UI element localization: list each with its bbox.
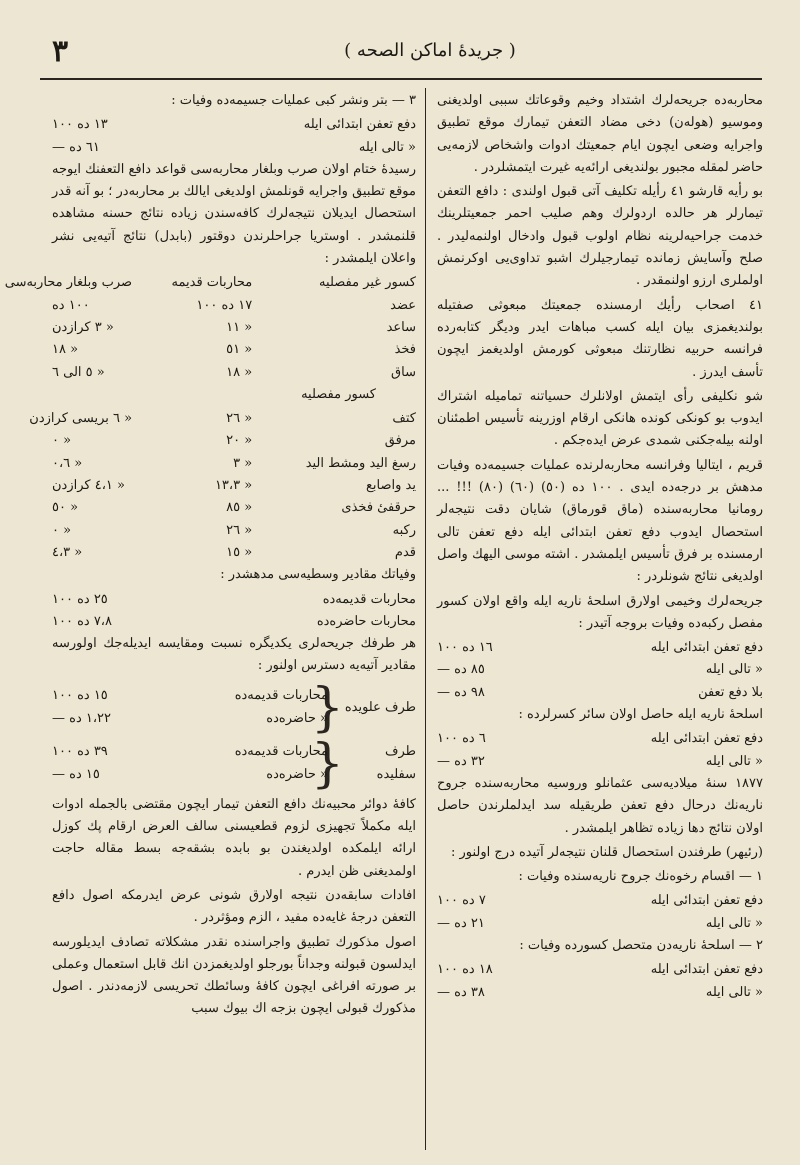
table-cell: « ١٨ [226, 364, 253, 380]
paragraph: (رئیهر) طرفندن استحصال قلنان نتیجه‌لر آتیده درج اولنور : [450, 844, 763, 860]
table-cell: « ٢٦ [226, 411, 253, 427]
table-cell: « ٥٠ [52, 500, 79, 516]
paragraph: اصول مذکورك تطبیق واجراسنده نقدر مشکلاته تصادف ایدیلورسه ایدلسون قبولنه وجداناً بورجلو اولدیغمزدن انك قابل استعمال وعملی بر صورته افراغی ایچون کافهٔ وسائطك تحریسی لازمه‌دندر . اصول مذکورك قبولی ایچون بزجه اك بیوك سبب [52, 934, 416, 1017]
table-cell: « ٢٠ [226, 433, 253, 449]
table-cell: « ٠ [52, 433, 72, 449]
table-cell: فخذ [394, 342, 416, 358]
stat-row: « تالی ایله ٣٨ ده — [437, 984, 763, 1000]
table-cell: « ١٣،٣ [214, 478, 253, 494]
table-row [52, 520, 416, 542]
table-cell: « ٥ الی ٦ [52, 364, 105, 380]
paragraph: کافهٔ دوائر محبیه‌نك دافع التعفن تیمار ایچون مقتضی بالجمله ادوات ایله مکملاً تجهیزی لزوم قطعیسنی سالف العرض ارقام پك کوزل ارائه ایلمکده اولدیغندن بو بابده بشقه‌جه بسط مقاله حاجت اولمدیغنی ظن ایدرم . [52, 796, 416, 879]
journal-title: ( جریدهٔ اماکن الصحه ) [344, 40, 516, 61]
stat-row: « تالی ایله ٦١ ده — [52, 139, 416, 155]
stat-row: دفع تعفن ابتدائی ایله ١٦ ده ١٠٠ [437, 640, 763, 656]
brace-glyph: { [310, 677, 344, 738]
stat-row: « حاضره‌ده ١،٢٢ ده — [52, 710, 328, 726]
stat-row: دفع تعفن ابتدائی ایله ٧ ده ١٠٠ [437, 893, 763, 909]
stat-row: « تالی ایله ٢١ ده — [437, 915, 763, 931]
table-cell: « ٦ بریسی کرازدن [29, 411, 133, 427]
header-rule [40, 78, 762, 80]
table-cell: « ١١ [226, 319, 253, 335]
list-heading: ٢ — اسلحهٔ ناریه‌دن متحصل کسورده وفیات : [519, 937, 763, 953]
table-row [52, 317, 416, 339]
table-cell: مرفق [384, 433, 416, 449]
paragraph: بو رأیه قارشو ٤١ رأیله تکلیف آتی قبول اولندی : دافع التعفن تیمارلر هر حالده اردولرك وهم صلیب احمر جمعیتلرینك خدمت جراحیه‌لرینه نظام اولوب قبول وادخال اولنمه‌لیدر . صلح وآسایش زمانده تیمارجیلرك اشبو تداوی‌یی اوكرنمش اولملری ارزو اولنمقدر . [437, 184, 763, 289]
stat-row: محاربات قدیمه‌ده ٢٥ ده ١٠٠ [52, 591, 416, 607]
table-cell: عضد [390, 297, 416, 313]
brace-group: طرف علویده { محاربات قدیمه‌ده ١٥ ده ١٠٠ « حاضره‌ده ١،٢٢ ده — [52, 677, 416, 738]
page-number: ۳ [52, 34, 69, 69]
paragraph: ١٨٧٧ سنهٔ میلادیه‌سی عثمانلو وروسیه محاربه‌سنده جروح ناریه‌نك درحال دفع تعفن طریقیله سد ایدلملرندن حاصل اولان نتائج دها زیاده تظاهر ایلمشدر . [437, 775, 763, 836]
stat-row: محاربات حاضره‌ده ٧،٨ ده ١٠٠ [52, 613, 416, 629]
table-cell: ساعد [386, 319, 416, 335]
table-row [52, 362, 416, 384]
table-cell: ١٠٠ ده [52, 297, 90, 313]
brace-glyph: { [310, 733, 344, 794]
table-cell: « ١٨ [52, 342, 79, 358]
paragraph: جریحه‌لرك وخیمی اولارق اسلحهٔ ناریه ایله واقع اولان کسور مفصل رکبه‌ده وفیات بروجه آتیدر : [437, 593, 763, 631]
table-header: کسور غیر مفصلیه محاربات قدیمه صرب وبلغار محاربه‌سی [4, 275, 416, 291]
paragraph: قریم ، ایتالیا وفرانسه محاربه‌لرنده عملیات جسیمه‌ده وفیات مدهش بر درجه‌ده ایدی . ١٠٠ ده (٥٠) (٦٠) (٨٠) !!! ... رومانیا محاربه‌سنده (ماق قورماق) شایان دقت نتیجه‌لر استحصال ایدوب دفع تعفن ابتدائی ایله دفع تعفن تالی ارمسنده بر فرق تأسیس ایلمشدر . اشته موسی الیهك واصل اولدیغی نتائج شونلردر : [437, 457, 764, 585]
table-cell: « ٥١ [226, 342, 253, 358]
stat-row: دفع تعفن ابتدائی ایله ١٣ ده ١٠٠ [52, 117, 416, 133]
table-cell: « ٣ [233, 455, 253, 471]
table-row [52, 542, 416, 564]
paragraph: هر طرفك جریحه‌لری یکدیگره نسبت ومقایسه ایدیله‌جك اولورسه مقادیر آتیه‌یه دسترس اولنور : [52, 636, 416, 674]
stat-row: « حاضره‌ده ١٥ ده — [52, 766, 328, 782]
table-cell: قدم [394, 544, 416, 560]
list-heading: ١ — اقسام رخوه‌نك جروح ناریه‌سنده وفیات : [518, 869, 763, 885]
table-cell: رکبه [392, 522, 416, 538]
paragraph: شو نکلیفی رأی ایتمش اولانلرك حسیاتنه تمامیله اشتراك ایدوب بو کونکی کونده هانكی ارقام اوزرینه تأسیس اطمئنان اولنه بیله‌جکنی شمدی عرض ایده‌جکم . [437, 388, 763, 449]
table-cell: « ٨٥ [226, 500, 253, 516]
subheading: کسور مفصلیه [301, 386, 376, 402]
table-row [52, 475, 416, 497]
table-cell: « ١٥ [226, 544, 253, 560]
table-cell: ید واصابع [365, 478, 416, 494]
stat-row: دفع تعفن ابتدائی ایله ١٨ ده ١٠٠ [437, 962, 763, 978]
table-cell: حرقفیٔ فخذی [341, 500, 416, 516]
table-row [52, 453, 416, 475]
table-cell: ١٧ ده ١٠٠ [196, 297, 253, 313]
table-cell: کتف [392, 411, 416, 427]
table-row [29, 408, 416, 430]
stat-row: « تالی ایله ٨٥ ده — [437, 662, 763, 678]
paragraph: رسیدهٔ ختام اولان صرب وبلغار محاربه‌سی قواعد دافع التعفنك ایوجه موقع تطبیق واجرایه قونلمش اولدیغی ایالك بر محاربه‌در ؛ بو آنه قدر استحصال ایدیلان نتیجه‌لرك کافه‌سندن زیاده نتائج حسنه مشاهده قلنمشدر . اوستریا جراحلرندن دوقتور (بابدل) نتائج آتیه‌یی نشر واعلان ایلمشدر : [51, 161, 416, 267]
table-row [52, 497, 416, 519]
brace-group: طرف سفلیده { محاربات قدیمه‌ده ٣٩ ده ١٠٠ « حاضره‌ده ١٥ ده — [52, 733, 416, 794]
stat-row: محاربات قدیمه‌ده ١٥ ده ١٠٠ [52, 688, 328, 704]
table-cell: « ٠ [52, 522, 72, 538]
stat-row: بلا دفع تعفن ٩٨ ده — [437, 684, 763, 700]
stat-row: محاربات قدیمه‌ده ٣٩ ده ١٠٠ [52, 744, 328, 760]
subheading: وفیاتك مقادیر وسطیه‌سی مدهشدر : [220, 567, 416, 583]
section-heading: ٣ — بتر ونشر کبی عملیات جسیمه‌ده وفیات : [171, 93, 416, 108]
table-cell: رسغ الید ومشط الید [305, 455, 416, 471]
paragraph: افادات سابقه‌دن نتیجه اولارق شونی عرض ایدرمکه اصول دافع التعفن درجهٔ غایه‌ده مفید ، الزم ومؤثردر . [52, 887, 416, 926]
table-row [52, 430, 416, 452]
table-row [52, 295, 416, 317]
stat-row: دفع تعفن ابتدائی ایله ٦ ده ١٠٠ [437, 731, 763, 747]
right-column [437, 90, 763, 1004]
table-cell: ساق [391, 364, 416, 380]
table-cell: « ٤،١ کرازدن [52, 478, 125, 494]
subheading: اسلحهٔ ناریه ایله حاصل اولان سائر کسرلرده : [518, 707, 763, 723]
paragraph: محاربه‌ده جریحه‌لرك اشتداد وخیم وقوعاتك سببی اولدیغنی وموسیو (هوله‌ن) دخی مضاد التعفن تیمارك موقع تطبیق واجرایه وضعی ایچون ایام جمعیتك ادوات واشخاص لازمه‌یی حاضر لمقله مجبور بولندیغی ارائه‌یه غیرت ایتمشلردر . [437, 93, 763, 175]
stat-row: « تالی ایله ٣٢ ده — [437, 753, 763, 769]
paragraph: ٤١ اصحاب رأیك ارمسنده جمعیتك مبعوثی صفتیله بولندیغمزی بیان ایله کسب مباهات ایدر ودیگر کتابه‌رده فرانسه حربیه نظارتنك مبعوثی کورمش اولدیغمز ایچون تأسف ایدرز . [437, 297, 763, 380]
column-divider [425, 88, 426, 1150]
table-row [52, 339, 416, 361]
table-cell: « ٢٦ [226, 522, 253, 538]
table-cell: « ٤،٣ [52, 544, 83, 560]
table-cell: « ٠،٦ [52, 455, 83, 471]
left-column [4, 90, 416, 1023]
table-cell: « ٣ کرازدن [52, 319, 114, 335]
